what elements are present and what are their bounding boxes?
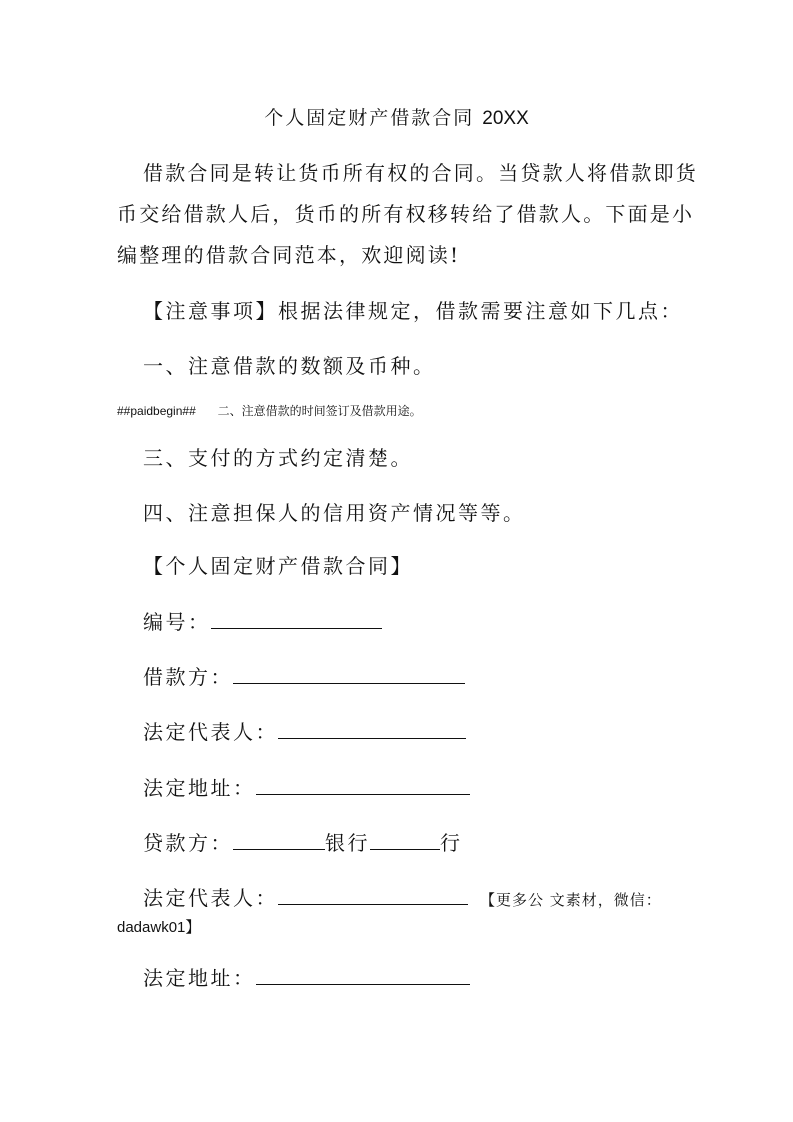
bank-label: 银行 [325, 831, 370, 855]
promo-text: 【更多公 文素材，微信： [480, 891, 662, 909]
borrower-address-label: 法定地址： [143, 776, 256, 800]
intro-line-3: 编整理的借款合同范本，欢迎阅读! [117, 243, 461, 267]
borrower-blank[interactable] [233, 663, 465, 684]
field-lender-rep [143, 884, 662, 914]
field-lender [143, 829, 463, 857]
borrower-rep-blank[interactable] [278, 718, 466, 739]
lender-label: 贷款方： [143, 831, 233, 855]
document-title [0, 103, 793, 130]
contract-heading: 【个人固定财产借款合同】 [143, 554, 413, 578]
branch-label: 行 [440, 831, 463, 855]
title-year: 20XX [482, 108, 529, 129]
title-main: 个人固定财产借款合同 [264, 107, 475, 129]
paid-line [117, 403, 422, 419]
notice-heading: 【注意事项】根据法律规定，借款需要注意如下几点： [143, 299, 683, 323]
lender-branch-blank[interactable] [370, 829, 440, 850]
field-number [143, 608, 382, 636]
intro-line-1: 借款合同是转让货币所有权的合同。当贷款人将借款即货 [143, 161, 698, 185]
point-2: 二、注意借款的时间签订及借款用途。 [217, 404, 422, 418]
lender-rep-label: 法定代表人： [143, 886, 278, 910]
promo-tail: dadawk01】 [117, 919, 201, 936]
lender-rep-blank[interactable] [278, 884, 468, 905]
lender-bank-blank[interactable] [233, 829, 325, 850]
borrower-address-blank[interactable] [256, 774, 470, 795]
intro-line-2: 币交给借款人后，货币的所有权移转给了借款人。下面是小 [117, 202, 695, 226]
field-borrower-rep [143, 718, 466, 746]
field-borrower [143, 663, 465, 691]
point-4: 四、注意担保人的信用资产情况等等。 [143, 501, 526, 525]
lender-address-label: 法定地址： [143, 966, 256, 990]
intro-paragraph [117, 153, 698, 276]
field-lender-address [143, 964, 470, 992]
paid-marker: ##paidbegin## [117, 404, 196, 418]
number-label: 编号： [143, 610, 211, 634]
field-borrower-address [143, 774, 470, 802]
borrower-label: 借款方： [143, 665, 233, 689]
point-1: 一、注意借款的数额及币种。 [143, 354, 436, 378]
point-3: 三、支付的方式约定清楚。 [143, 446, 413, 470]
borrower-rep-label: 法定代表人： [143, 720, 278, 744]
lender-address-blank[interactable] [256, 964, 470, 985]
number-blank[interactable] [211, 608, 382, 629]
